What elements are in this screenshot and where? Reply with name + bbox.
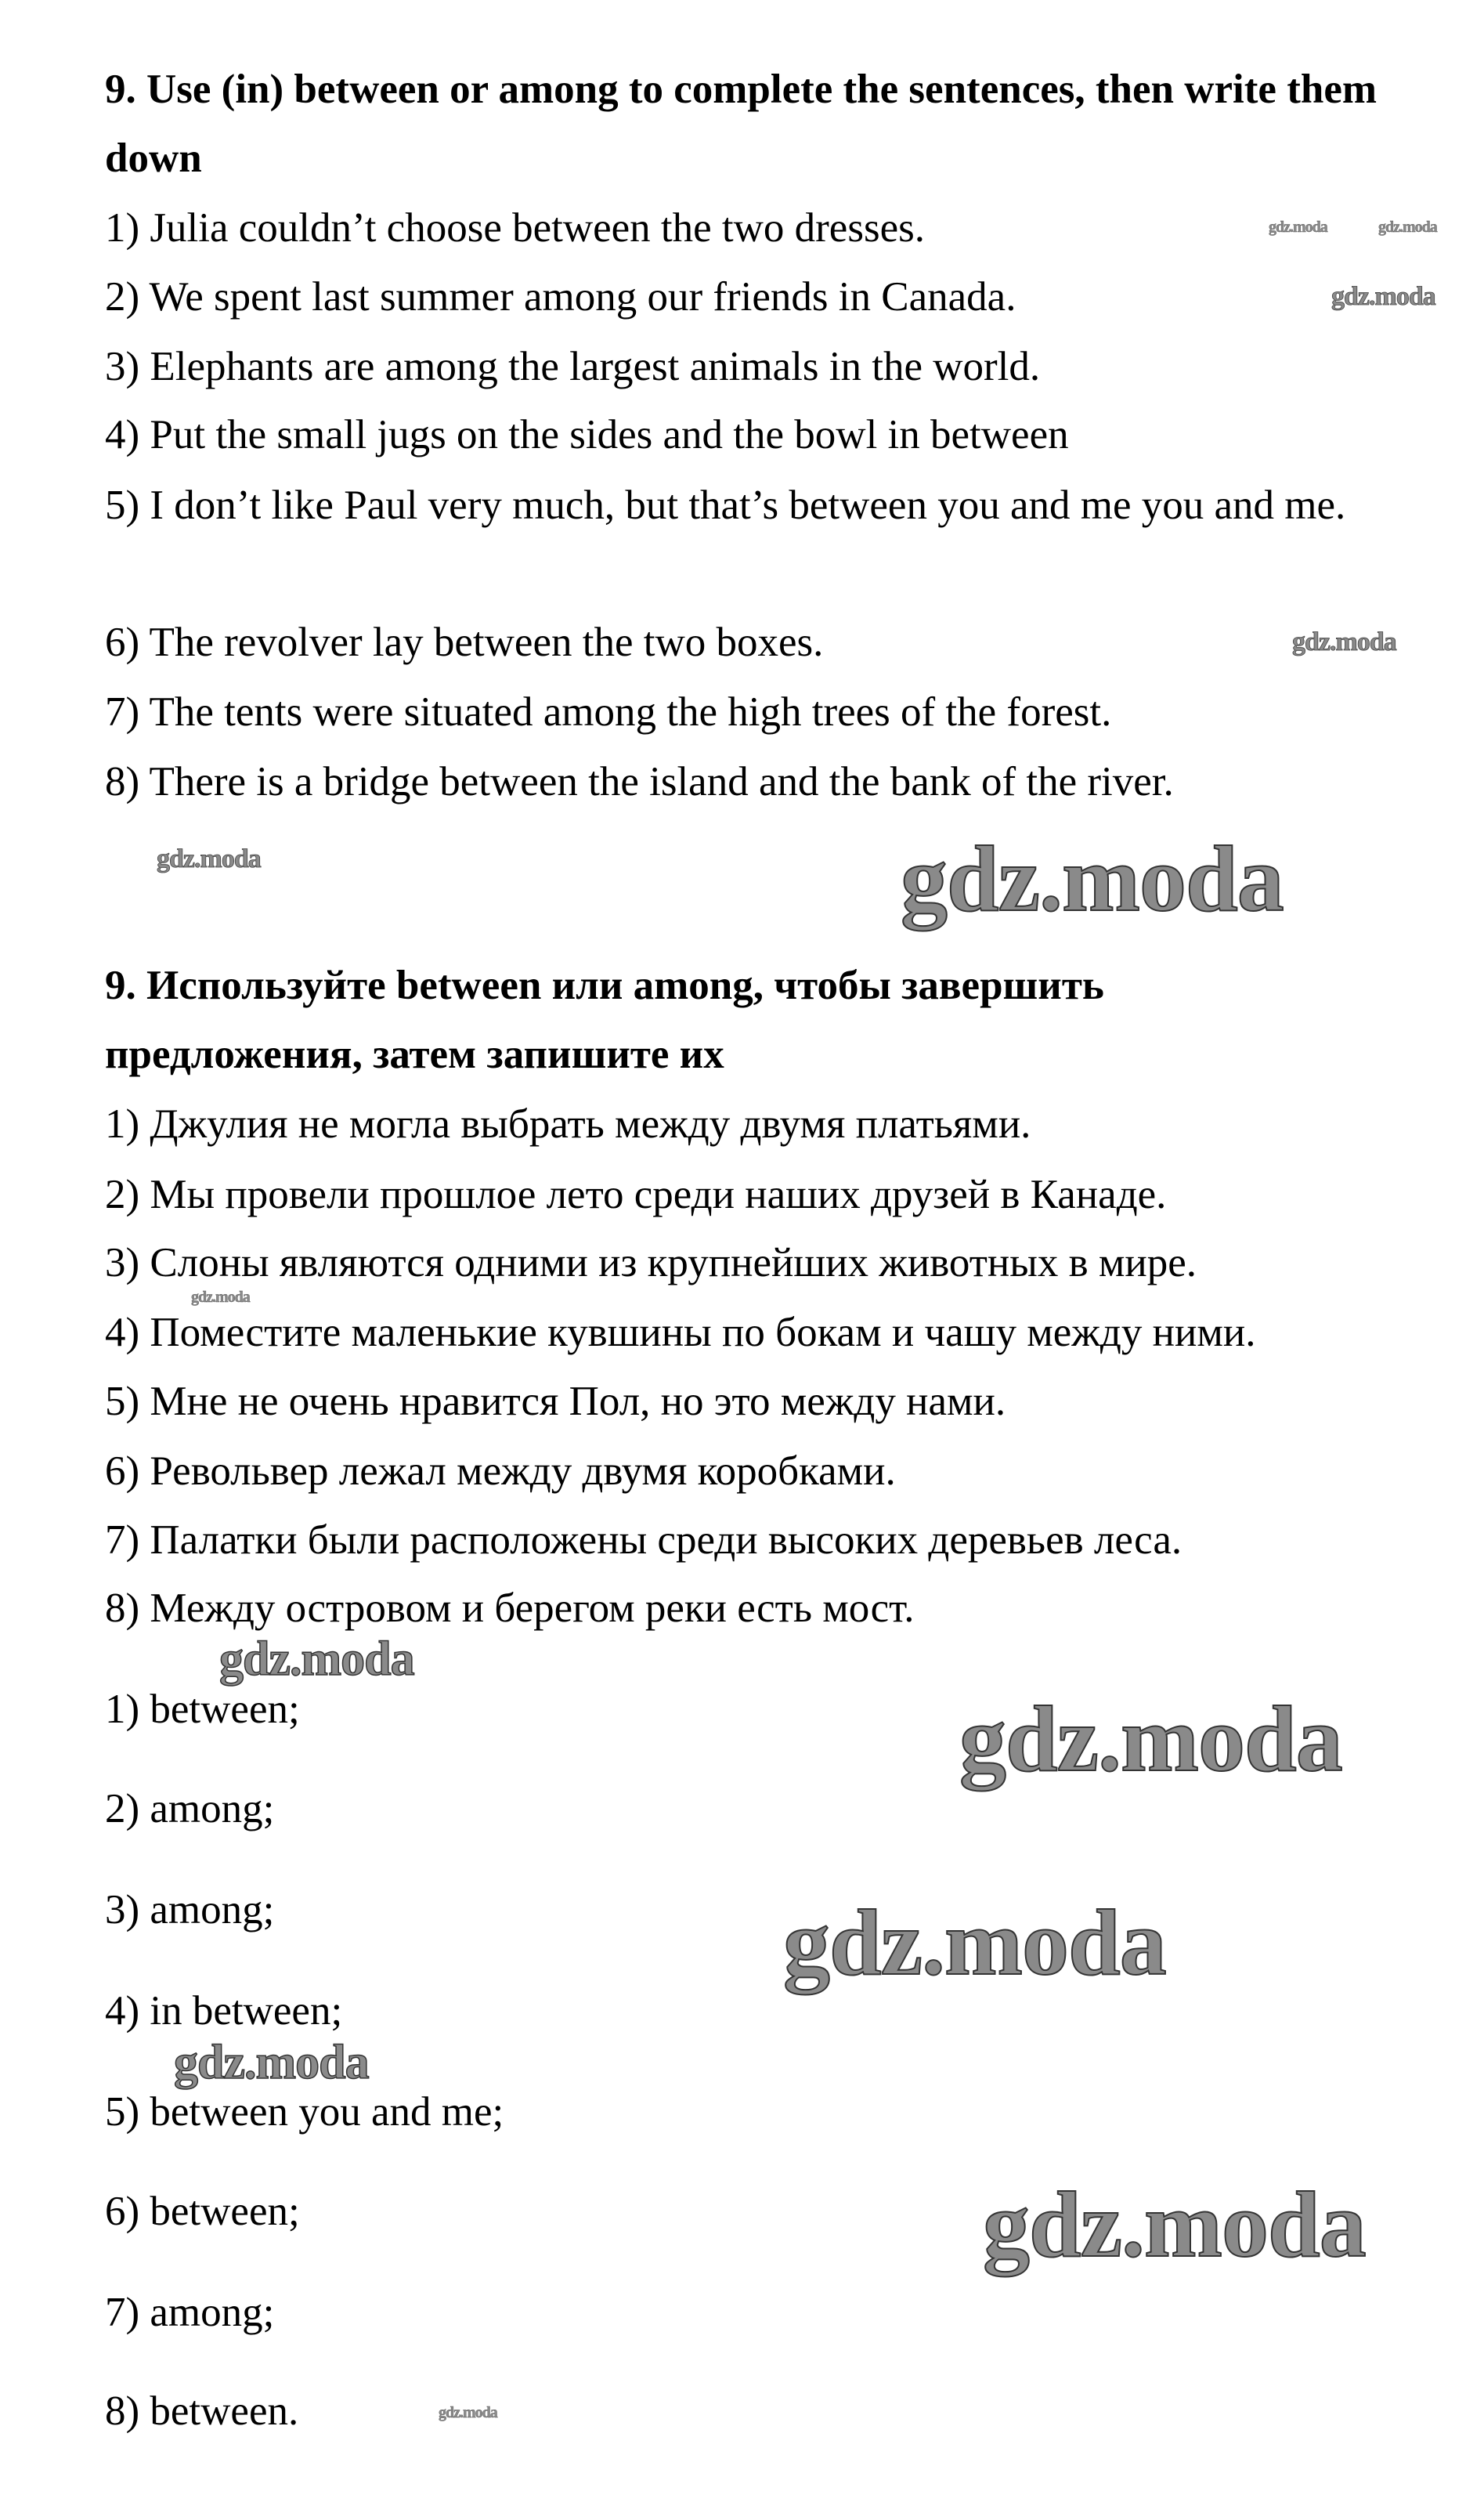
english-item-7: 7) The tents were situated among the high trees of the forest.	[105, 689, 1112, 735]
watermark: gdz.moda	[783, 1890, 1166, 1994]
answer-7: 7) among;	[105, 2290, 275, 2335]
exercise-heading-english: 9. Use (in) between or among to complete the sentences, then write them down	[105, 67, 1377, 181]
answer-4: 4) in between;	[105, 1988, 343, 2034]
russian-item-8: 8) Между островом и берегом реки есть мост.	[105, 1585, 915, 1631]
watermark: gdz.moda	[1378, 219, 1437, 236]
russian-item-4: 4) Поместите маленькие кувшины по бокам и чашу между ними.	[105, 1310, 1256, 1355]
answer-1: 1) between;	[105, 1687, 300, 1732]
exercise-heading-russian: 9. Используйте between или among, чтобы завершить предложения, затем запишите их	[105, 963, 1104, 1077]
watermark: gdz.moda	[1269, 219, 1327, 236]
answer-5: 5) between you and me;	[105, 2089, 504, 2135]
english-item-4: 4) Put the small jugs on the sides and the bowl in between	[105, 412, 1069, 457]
watermark: gdz.moda	[1292, 627, 1396, 656]
english-item-6: 6) The revolver lay between the two boxes.	[105, 620, 824, 665]
russian-item-7: 7) Палатки были расположены среди высоких деревьев леса.	[105, 1517, 1183, 1563]
watermark: gdz.moda	[191, 1289, 250, 1306]
russian-item-5: 5) Мне не очень нравится Пол, но это между нами.	[105, 1379, 1006, 1424]
watermark: gdz.moda	[174, 2036, 369, 2089]
english-item-2: 2) We spent last summer among our friends in Canada.	[105, 274, 1016, 320]
watermark: gdz.moda	[983, 2172, 1366, 2276]
russian-item-6: 6) Револьвер лежал между двумя коробками.	[105, 1448, 896, 1494]
english-item-8: 8) There is a bridge between the island and the bank of the river.	[105, 759, 1174, 804]
russian-item-1: 1) Джулия не могла выбрать между двумя платьями.	[105, 1101, 1031, 1147]
russian-item-2: 2) Мы провели прошлое лето среди наших друзей в Канаде.	[105, 1172, 1167, 1217]
watermark: gdz.moda	[959, 1687, 1342, 1791]
watermark: gdz.moda	[157, 844, 261, 873]
english-item-1: 1) Julia couldn’t choose between the two dresses.	[105, 205, 925, 251]
watermark: gdz.moda	[1331, 282, 1435, 311]
watermark: gdz.moda	[219, 1632, 414, 1686]
answer-3: 3) among;	[105, 1887, 275, 1932]
english-item-5: 5) I don’t like Paul very much, but that’s between you and me you and me.	[105, 483, 1346, 528]
answer-2: 2) among;	[105, 1786, 275, 1831]
watermark: gdz.moda	[439, 2404, 497, 2421]
answer-8: 8) between.	[105, 2388, 299, 2434]
watermark: gdz.moda	[901, 826, 1284, 931]
russian-item-3: 3) Слоны являются одними из крупнейших животных в мире.	[105, 1240, 1197, 1285]
answer-6: 6) between;	[105, 2189, 300, 2234]
english-item-3: 3) Elephants are among the largest animals in the world.	[105, 344, 1041, 389]
